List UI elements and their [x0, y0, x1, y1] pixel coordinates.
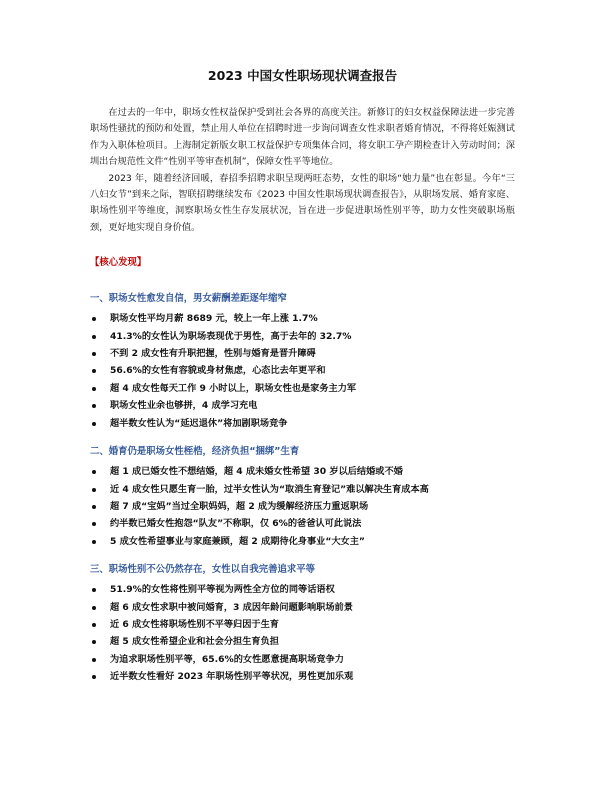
list-item-text: 超 7 成“宝妈”当过全职妈妈，超 2 成为缓解经济压力重返职场 [110, 500, 369, 512]
bullet-icon [92, 352, 96, 356]
list-item-text: 超 1 成已婚女性不想结婚，超 4 成未婚女性希望 30 岁以后结婚或不婚 [110, 466, 403, 478]
bullet-icon [92, 606, 96, 610]
list-item-text: 不到 2 成女性有升职把握，性别与婚育是晋升障碍 [110, 348, 316, 360]
core-findings-label: 【核心发现】 [90, 257, 147, 269]
bullet-icon [92, 540, 96, 544]
list-item-text: 51.9%的女性将性别平等视为两性全方位的同等话语权 [110, 584, 335, 596]
section-1 [90, 292, 515, 432]
bullet-icon [92, 488, 96, 492]
list-item [90, 581, 515, 598]
bullet-icon [92, 387, 96, 391]
list-item-text: 超 5 成女性希望企业和社会分担生育负担 [110, 636, 279, 648]
bullet-icon [92, 404, 96, 408]
list-item [90, 310, 515, 327]
list-item [90, 362, 515, 379]
list-item-text: 近 4 成女性只愿生育一胎，过半女性认为“取消生育登记”难以解决生育成本高 [110, 483, 429, 495]
list-item-text: 约半数已婚女性抱怨“队友”不称职，仅 6%的爸爸认可此说法 [110, 518, 362, 530]
bullet-icon [92, 658, 96, 662]
list-item [90, 651, 515, 668]
list-item-text: 近半数女性看好 2023 年职场性别平等状况，男性更加乐观 [110, 671, 354, 683]
list-item-text: 职场女性平均月薪 8689 元，较上一年上涨 1.7% [110, 313, 318, 325]
bullet-icon [92, 470, 96, 474]
bullet-icon [92, 369, 96, 373]
bullet-icon [92, 335, 96, 339]
list-item [90, 328, 515, 345]
section-2-heading: 二、婚育仍是职场女性桎梏，经济负担“捆绑”生育 [90, 446, 300, 458]
section-3-heading: 三、职场性别不公仍然存在，女性以自我完善追求平等 [90, 564, 316, 576]
bullet-icon [92, 505, 96, 509]
list-item-text: 41.3%的女性认为职场表现优于男性，高于去年的 32.7% [110, 330, 352, 342]
section-2-list [90, 463, 515, 550]
bullet-icon [92, 317, 96, 321]
list-item [90, 633, 515, 650]
list-item-text: 5 成女性希望事业与家庭兼顾，超 2 成期待化身事业“大女主” [110, 535, 365, 547]
bullet-icon [92, 588, 96, 592]
list-item [90, 463, 515, 480]
report-page [90, 68, 515, 699]
section-1-heading: 一、职场女性愈发自信，男女薪酬差距逐年缩窄 [90, 293, 287, 305]
bullet-icon [92, 623, 96, 627]
list-item [90, 380, 515, 397]
list-item [90, 345, 515, 362]
list-item [90, 616, 515, 633]
bullet-icon [92, 675, 96, 679]
section-2 [90, 445, 515, 550]
section-3-list [90, 581, 515, 685]
list-item-text: 超半数女性认为“延迟退休”将加剧职场竞争 [110, 417, 288, 429]
section-3 [90, 563, 515, 685]
list-item-text: 超 6 成女性求职中被问婚育，3 成因年龄问题影响职场前景 [110, 601, 353, 613]
list-item-text: 近 6 成女性将职场性别不平等归因于生育 [110, 618, 279, 630]
list-item-text: 职场女性业余也够拼，4 成学习充电 [110, 400, 258, 412]
list-item [90, 498, 515, 515]
section-1-list [90, 310, 515, 432]
bullet-icon [92, 522, 96, 526]
list-item-text: 超 4 成女性每天工作 9 小时以上，职场女性也是家务主力军 [110, 382, 357, 394]
list-item [90, 599, 515, 616]
list-item [90, 668, 515, 685]
list-item-text: 56.6%的女性有容貌或身材焦虑，心态比去年更平和 [110, 365, 326, 377]
list-item-text: 为追求职场性别平等，65.6%的女性愿意提高职场竞争力 [110, 653, 344, 665]
list-item [90, 415, 515, 432]
intro-paragraph-2: 2023 年，随着经济回暖，春招季招聘求职呈现两旺态势，女性的职场“她力量”也在彰显。今年“三八妇女节”到来之际，智联招聘继续发布《2023 中国女性职场现状调查报告》，从职场发展、婚育家庭、职场性别平等维度，洞察职场女性生存发展状况，旨在进一步促进职场性别平等，助力女性突破职场瓶颈，更好地实现自身价值。 [90, 172, 515, 233]
bullet-icon [92, 422, 96, 426]
list-item [90, 533, 515, 550]
list-item [90, 515, 515, 532]
list-item [90, 481, 515, 498]
bullet-icon [92, 640, 96, 644]
report-title: 2023 中国女性职场现状调查报告 [207, 68, 398, 83]
intro-paragraph-1: 在过去的一年中，职场女性权益保护受到社会各界的高度关注。新修订的妇女权益保障法进一步完善职场性骚扰的预防和处置，禁止用人单位在招聘时进一步询问调查女性求职者婚育情况，不得将妊娠测试作为入职体检项目。上海制定新版女职工权益保护专项集体合同，将女职工孕产期检查计入劳动时间；深圳出台规范性文件“性别平等审查机制”，保障女性平等地位。 [90, 107, 515, 168]
list-item [90, 397, 515, 414]
